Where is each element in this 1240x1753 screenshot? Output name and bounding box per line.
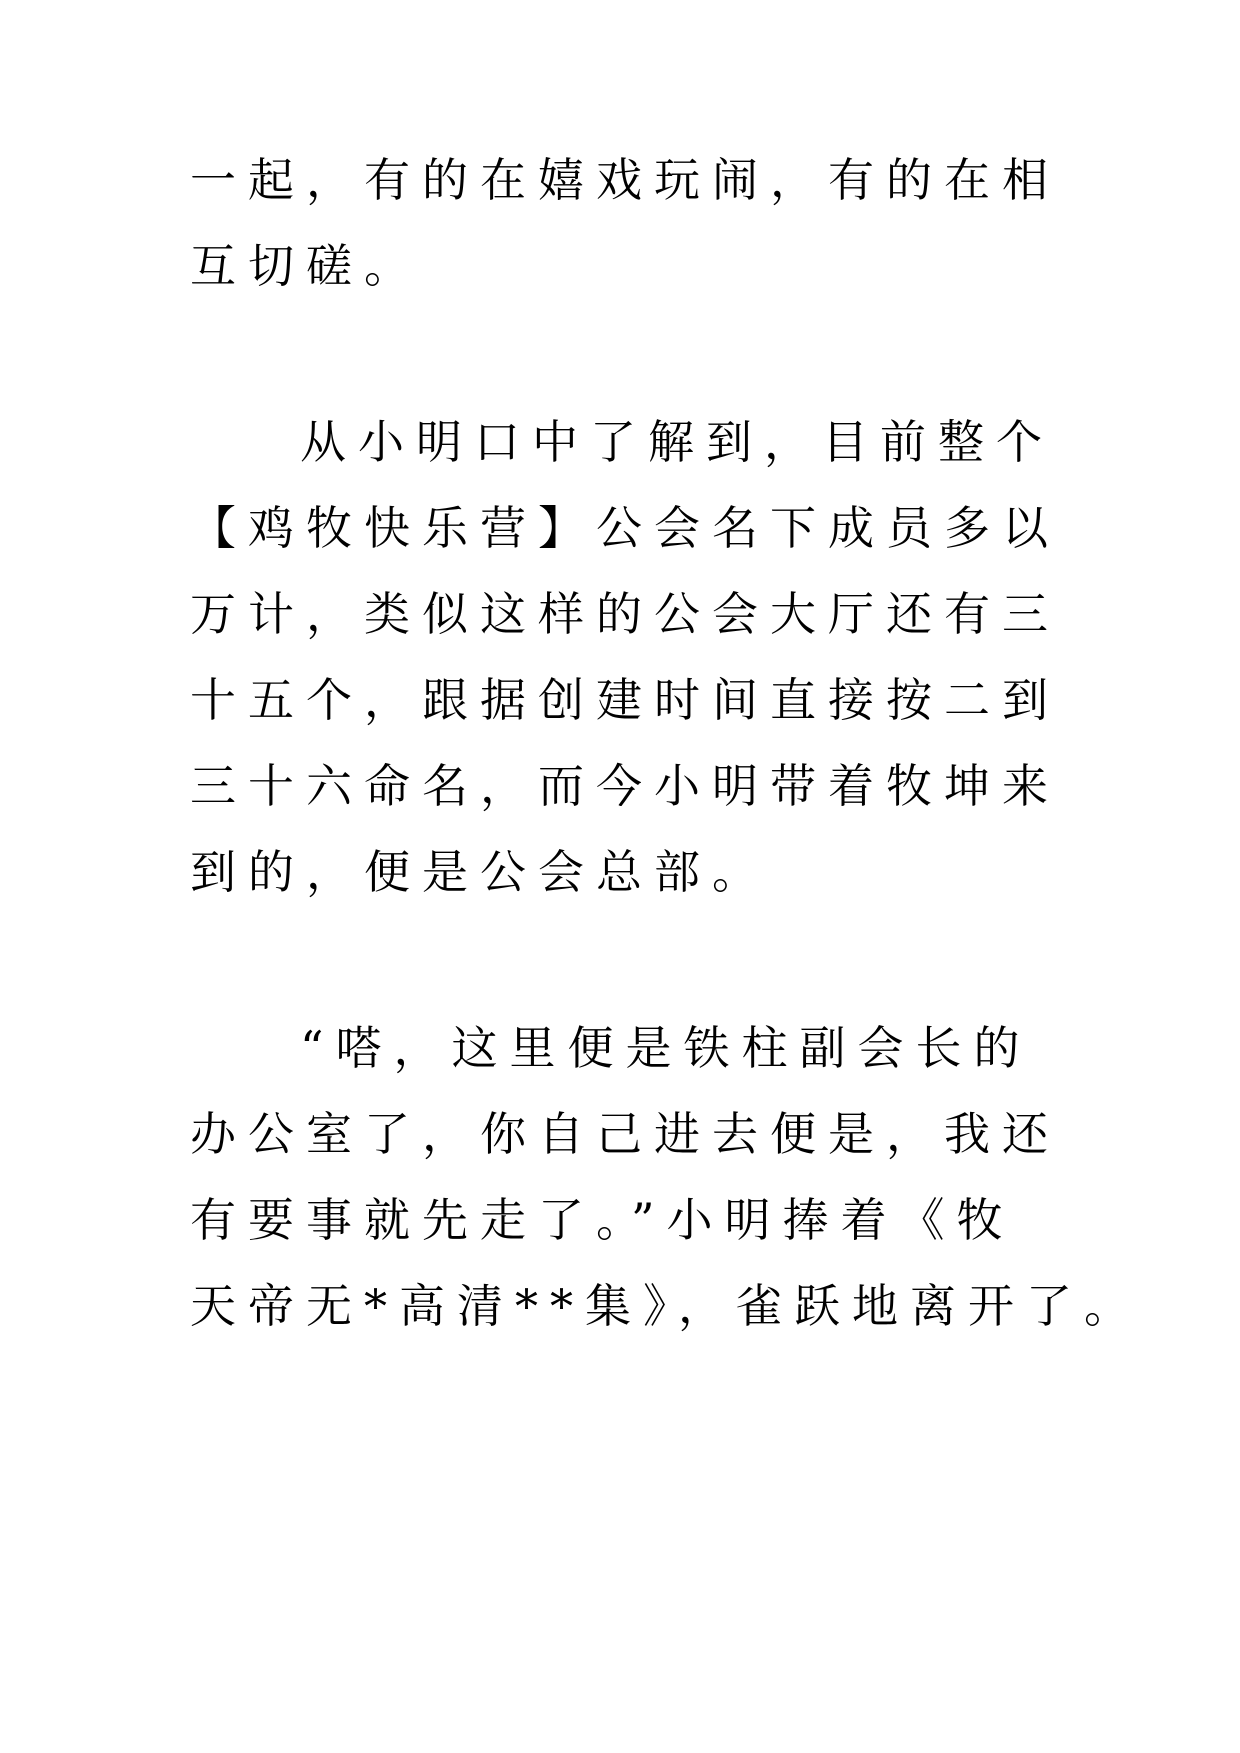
paragraph-3-line-4: 天帝无*高清**集》，雀跃地离开了。 [190,1279,1142,1333]
paragraph-2-line-2: 【鸡牧快乐营】公会名下成员多以 [190,501,1060,555]
paragraph-3-line-2: 办公室了，你自己进去便是，我还 [190,1107,1060,1161]
paragraph-1-line-2: 互切磋。 [190,239,422,293]
paragraph-2-line-1: 从小明口中了解到，目前整个 [300,415,1054,469]
paragraph-2-line-5: 三十六命名，而今小明带着牧坤来 [190,759,1060,813]
paragraph-3-line-1: “嗒，这里便是铁柱副会长的 [300,1021,1032,1075]
paragraph-2-line-4: 十五个，跟据创建时间直接按二到 [190,673,1060,727]
paragraph-2-line-3: 万计，类似这样的公会大厅还有三 [190,587,1060,641]
paragraph-2-line-6: 到的，便是公会总部。 [190,845,770,899]
paragraph-1-line-1: 一起，有的在嬉戏玩闹，有的在相 [190,153,1060,207]
paragraph-3-line-3: 有要事就先走了。”小明捧着《牧 [190,1193,1015,1247]
